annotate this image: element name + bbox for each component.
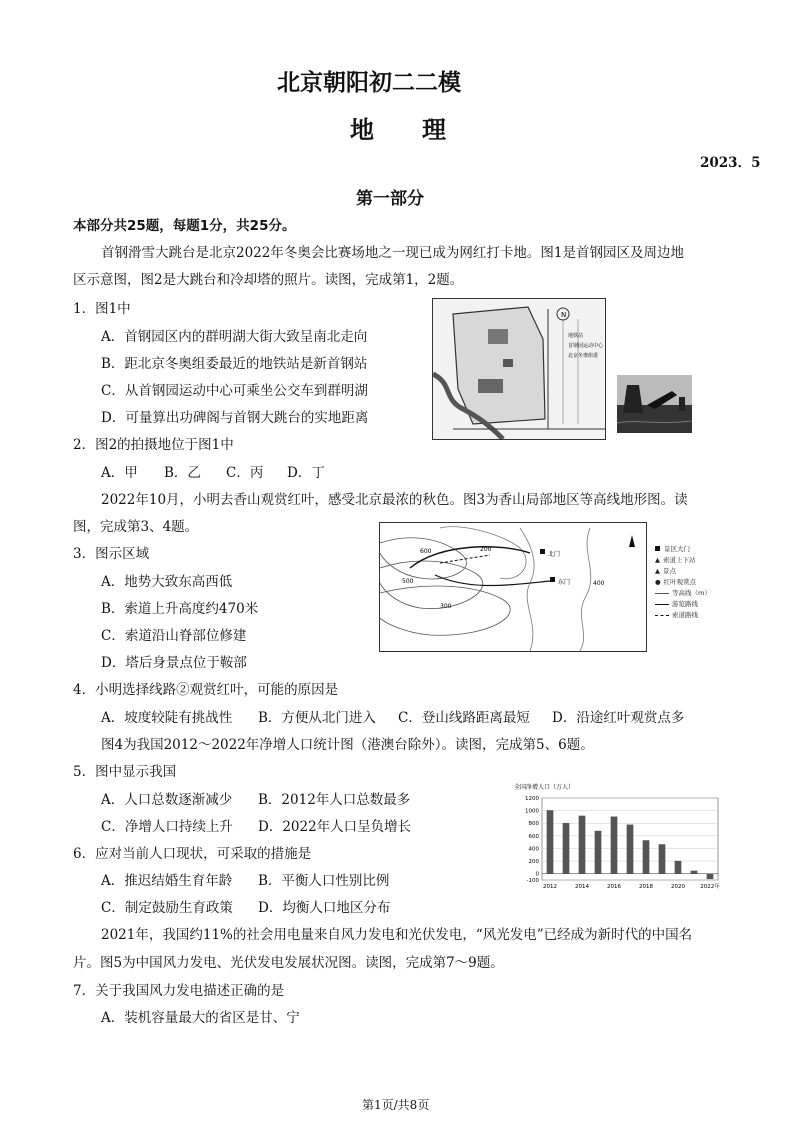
instructions: 本部分共25题，每题1分，共25分。 [73,218,296,234]
chart-y-tick-label: 600 [528,833,539,840]
chart-bar [707,874,714,879]
question-4-option-c: C．登山线路距离最短 [398,710,530,726]
chart-y-tick-label: 0 [535,871,539,878]
question-5-option-c: C．净增人口持续上升 [101,819,233,835]
chart-x-tick-label: 2020 [671,884,685,890]
question-3-option-c: C．索道沿山脊部位修建 [101,628,247,644]
north-arrow-icon [629,535,635,547]
chart-y-tick-label: -100 [526,878,539,884]
chart-x-tick-label: 2018 [639,884,653,890]
chart-bar [547,810,554,873]
part-title: 第一部分 [356,189,424,209]
chart-bar [627,825,634,874]
subject-title: 地 理 [350,116,446,144]
question-6-option-c: C．制定鼓励生育政策 [101,900,233,916]
svg-text:首钢园运动中心: 首钢园运动中心 [568,343,604,349]
legend-item-red-leaf-point: ● 红叶观赏点 [655,578,697,586]
map-label-600: 600 [420,548,432,555]
intro-paragraph-3: 图4为我国2012～2022年净增人口统计图（港澳台除外）。读图，完成第5、6题。 [101,737,594,753]
question-2-option-b: B．乙 [164,465,201,481]
chart-y-tick-label: 1000 [525,808,539,815]
chart-x-tick-label: 2012 [543,884,557,890]
question-2-option-a: A．甲 [101,465,138,481]
chart-title: 全国净增人口（万人） [514,784,575,791]
legend-item-tour-route: 游览路线 [655,599,735,610]
intro-paragraph-4-line-2: 片。图5为中国风力发电、光伏发电发展状况图。读图，完成第7～9题。 [73,955,504,971]
chart-bar [691,871,698,874]
intro-paragraph-2-line-2: 图，完成第3、4题。 [73,519,199,535]
chart-y-tick-label: 1200 [525,796,539,802]
question-4-option-a: A．坡度较陡有挑战性 [101,710,233,726]
chart-x-tick-label: 2014 [575,884,589,890]
question-5-stem: 5．图中显示我国 [73,764,177,780]
exam-date: 2023．5 [700,155,761,171]
question-4-option-d: D．沿途红叶观赏点多 [552,710,685,726]
question-6-stem: 6．应对当前人口现状，可采取的措施是 [73,846,312,862]
question-5-option-b: B．2012年人口总数最多 [258,792,411,808]
question-3-option-b: B．索道上升高度约470米 [101,601,259,617]
chart-bar [563,823,570,874]
question-5-option-a: A．人口总数逐渐减少 [101,792,233,808]
intro-paragraph-4-line-1: 2021年，我国约11%的社会用电量来自风力发电和光伏发电，“风光发电”已经成为新时代的中国名 [101,927,693,943]
question-3-option-d: D．塔后身景点位于鞍部 [101,655,247,671]
legend-item-scenic-spot: ▲ 景点 [655,567,676,575]
question-2-option-c: C．丙 [226,465,264,481]
question-7-stem: 7．关于我国风力发电描述正确的是 [73,983,285,999]
question-5-option-d: D．2022年人口呈负增长 [258,819,412,835]
question-1-option-a: A．首钢园区内的群明湖大街大致呈南北走向 [101,329,368,345]
question-3-stem: 3．图示区域 [73,546,150,562]
svg-text:北京冬奥组委: 北京冬奥组委 [568,353,599,359]
figure-2-photo [617,375,692,433]
page-title: 北京朝阳初二二模 [277,70,461,96]
map-label-400: 400 [593,580,605,587]
intro-paragraph-2-line-1: 2022年10月，小明去香山观赏红叶，感受北京最浓的秋色。图3为香山局部地区等高线地形图。读 [101,492,688,508]
chart-bar [643,840,650,873]
question-4-option-b: B．方便从北门进入 [258,710,376,726]
question-6-option-b: B．平衡人口性别比例 [258,873,390,889]
legend-item-cableway-station: ▲ 索道上下站 [655,556,696,564]
figure-1-park-map [432,298,606,440]
question-1-option-c: C．从首钢园运动中心可乘坐公交车到群明湖 [101,383,368,399]
chart-bar [579,816,586,874]
question-2-stem: 2．图2的拍摄地位于图1中 [73,437,234,453]
question-1-option-b: B．距北京冬奥组委最近的地铁站是新首钢站 [101,356,368,372]
chart-y-tick-label: 400 [528,846,539,853]
chart-x-tick-label: 2022年 [700,884,720,890]
question-7-option-a: A．装机容量最大的省区是甘、宁 [101,1010,300,1026]
svg-text:N: N [561,311,567,319]
page-footer: 第1页/共8页 [362,1098,430,1112]
question-2-option-d: D．丁 [287,465,325,481]
question-6-option-a: A．推迟结婚生育年龄 [101,873,233,889]
intro-paragraph-1-line-2: 区示意图，图2是大跳台和冷却塔的照片。读图，完成第1，2题。 [73,272,464,288]
legend-item-cableway-route: 索道路线 [655,610,735,621]
intro-paragraph-1-line-1: 首钢滑雪大跳台是北京2022年冬奥会比赛场地之一现已成为网红打卡地。图1是首钢园区及周边地 [101,245,684,261]
chart-x-tick-label: 2016 [607,884,621,890]
figure-3-legend [655,544,735,621]
question-1-option-d: D．可量算出功碑阁与首钢大跳台的实地距离 [101,410,369,426]
question-1-stem: 1．图1中 [73,301,131,317]
chart-y-tick-label: 200 [528,859,539,866]
chart-y-tick-label: 800 [528,821,539,828]
svg-text:地铁站: 地铁站 [568,333,584,339]
chart-bar [675,861,682,874]
legend-item-gate: 景区大门 [655,544,735,555]
figure-4-population-chart [510,780,725,892]
question-3-option-a: A．地势大致东高西低 [101,574,233,590]
chart-bar [595,831,602,874]
map-label-200: 200 [480,546,492,553]
map-label-300: 300 [440,603,452,610]
question-4-stem: 4．小明选择线路②观赏红叶，可能的原因是 [73,682,339,698]
question-6-option-d: D．均衡人口地区分布 [258,900,391,916]
chart-bar [611,817,618,874]
legend-item-contour: 等高线（m） [655,588,735,599]
map-label-east-gate: 东门 [558,579,571,586]
figure-3-contour-map [379,522,647,652]
map-label-north-gate: 北门 [548,551,561,558]
chart-bar [659,844,666,873]
map-label-500: 500 [402,578,414,585]
